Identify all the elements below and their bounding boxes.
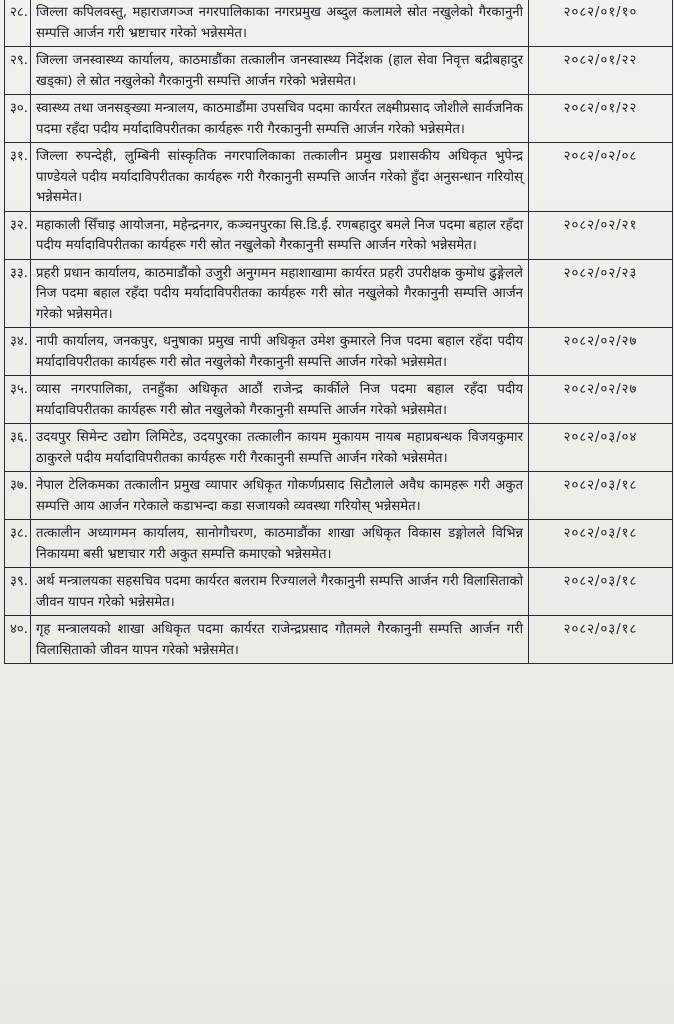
serial-number: ३४. — [5, 328, 31, 376]
complaint-description: तत्कालीन अध्यागमन कार्यालय, सानोगौचरण, काठमाडौंका शाखा अधिकृत विकास डङ्गोलले विभिन्न निकायमा बसी भ्रष्टाचार गरी अकुत सम्पत्ति कमाएको भन्नेसमेत। — [31, 520, 529, 568]
complaint-date: २०८२/०२/२७ — [529, 376, 673, 424]
complaint-date: २०८२/०३/१८ — [529, 568, 673, 616]
serial-number: ३८. — [5, 520, 31, 568]
complaint-table — [4, 0, 673, 664]
serial-number: ३२. — [5, 211, 31, 259]
complaint-description: गृह मन्त्रालयको शाखा अधिकृत पदमा कार्यरत राजेन्द्रप्रसाद गौतमले गैरकानुनी सम्पत्ति आर्जन गरी विलासिताको जीवन यापन गरेको भन्नेसमेत। — [31, 616, 529, 664]
serial-number: ३५. — [5, 376, 31, 424]
complaint-description: नापी कार्यालय, जनकपुर, धनुषाका प्रमुख नापी अधिकृत उमेश कुमारले निज पदमा बहाल रहँदा पदीय मर्यादाविपरीतका कार्यहरू गरी स्रोत नखुलेको गैरकानुनी सम्पत्ति आर्जन गरेको भन्नेसमेत। — [31, 328, 529, 376]
table-row — [5, 328, 673, 376]
table-row — [5, 616, 673, 664]
complaint-date: २०८२/०२/२३ — [529, 259, 673, 328]
table-row — [5, 143, 673, 212]
complaint-description: जिल्ला जनस्वास्थ्य कार्यालय, काठमाडौंका तत्कालीन जनस्वास्थ्य निर्देशक (हाल सेवा निवृत्त बद्रीबहादुर खड्का) ले स्रोत नखुलेको गैरकानुनी सम्पत्ति आर्जन गरेको भन्नेसमेत। — [31, 47, 529, 95]
complaint-date: २०८२/०३/१८ — [529, 472, 673, 520]
table-row — [5, 568, 673, 616]
complaint-date: २०८२/०३/१८ — [529, 520, 673, 568]
table-row — [5, 95, 673, 143]
complaint-date: २०८२/०२/२१ — [529, 211, 673, 259]
complaint-date: २०८२/०१/१० — [529, 0, 673, 47]
complaint-description: नेपाल टेलिकमका तत्कालीन प्रमुख व्यापार अधिकृत गोकर्णप्रसाद सिटौलाले अवैध कामहरू गरी अकुत सम्पत्ति आय आर्जन गरेकाले कडाभन्दा कडा सजायको व्यवस्था गरियोस् भन्नेसमेत। — [31, 472, 529, 520]
table-row — [5, 472, 673, 520]
complaint-description: जिल्ला रुपन्देही, लुम्बिनी सांस्कृतिक नगरपालिकाका तत्कालीन प्रमुख प्रशासकीय अधिकृत भुपेन्द्र पाण्डेयले पदीय मर्यादाविपरीतका कार्यहरू गरी गैरकानुनी सम्पत्ति आर्जन गरेको हुँदा अनुसन्धान गरियोस् भन्नेसमेत। — [31, 143, 529, 212]
table-row — [5, 424, 673, 472]
table-row — [5, 47, 673, 95]
serial-number: २८. — [5, 0, 31, 47]
complaint-description: व्यास नगरपालिका, तनहुँका अधिकृत आठौं राजेन्द्र कार्कीले निज पदमा बहाल रहँदा पदीय मर्यादाविपरीतका कार्यहरू गरी स्रोत नखुलेको गैरकानुनी सम्पत्ति आर्जन गरेको भन्नेसमेत। — [31, 376, 529, 424]
serial-number: ३०. — [5, 95, 31, 143]
table-row — [5, 211, 673, 259]
complaint-description: अर्थ मन्त्रालयका सहसचिव पदमा कार्यरत बलराम रिज्यालले गैरकानुनी सम्पत्ति आर्जन गरी विलासिताको जीवन यापन गरेको भन्नेसमेत। — [31, 568, 529, 616]
complaint-description: महाकाली सिँचाइ आयोजना, महेन्द्रनगर, कञ्चनपुरका सि.डि.ई. रणबहादुर बमले निज पदमा बहाल रहँदा पदीय मर्यादाविपरीतका कार्यहरू गरी स्रोत नखुलेको गैरकानुनी सम्पत्ति आर्जन गरेको भन्नेसमेत। — [31, 211, 529, 259]
table-row — [5, 520, 673, 568]
serial-number: ३१. — [5, 143, 31, 212]
complaint-description: प्रहरी प्रधान कार्यालय, काठमाडौंको उजुरी अनुगमन महाशाखामा कार्यरत प्रहरी उपरीक्षक कुमोध ढुङ्गेलले निज पदमा बहाल रहँदा पदीय मर्यादाविपरीतका कार्यहरू गरी स्रोत नखुलेको गैरकानुनी सम्पत्ति आर्जन गरेको भन्नेसमेत। — [31, 259, 529, 328]
table-row — [5, 259, 673, 328]
complaint-date: २०८२/०१/२२ — [529, 47, 673, 95]
complaint-date: २०८२/०२/०८ — [529, 143, 673, 212]
complaint-description: जिल्ला कपिलवस्तु, महाराजगञ्ज नगरपालिकाका नगरप्रमुख अब्दुल कलामले स्रोत नखुलेको गैरकानुनी सम्पत्ति आर्जन गरी भ्रष्टाचार गरेको भन्नेसमेत। — [31, 0, 529, 47]
complaint-date: २०८२/०३/१८ — [529, 616, 673, 664]
table-row — [5, 376, 673, 424]
complaint-date: २०८२/०३/०४ — [529, 424, 673, 472]
complaint-description: उदयपुर सिमेन्ट उद्योग लिमिटेड, उदयपुरका तत्कालीन कायम मुकायम नायब महाप्रबन्धक विजयकुमार ठाकुरले पदीय मर्यादाविपरीतका कार्यहरू गरी गैरकानुनी सम्पत्ति आर्जन गरेको भन्नेसमेत। — [31, 424, 529, 472]
complaint-date: २०८२/०२/२७ — [529, 328, 673, 376]
serial-number: ३३. — [5, 259, 31, 328]
complaint-date: २०८२/०१/२२ — [529, 95, 673, 143]
serial-number: ३७. — [5, 472, 31, 520]
serial-number: ४०. — [5, 616, 31, 664]
serial-number: ३९. — [5, 568, 31, 616]
complaint-description: स्वास्थ्य तथा जनसङ्ख्या मन्त्रालय, काठमाडौंमा उपसचिव पदमा कार्यरत लक्ष्मीप्रसाद जोशीले सार्वजनिक पदमा रहँदा पदीय मर्यादाविपरीतका कार्यहरू गरी गैरकानुनी सम्पत्ति आर्जन गरेको भन्नेसमेत। — [31, 95, 529, 143]
serial-number: २९. — [5, 47, 31, 95]
serial-number: ३६. — [5, 424, 31, 472]
table-row — [5, 0, 673, 47]
